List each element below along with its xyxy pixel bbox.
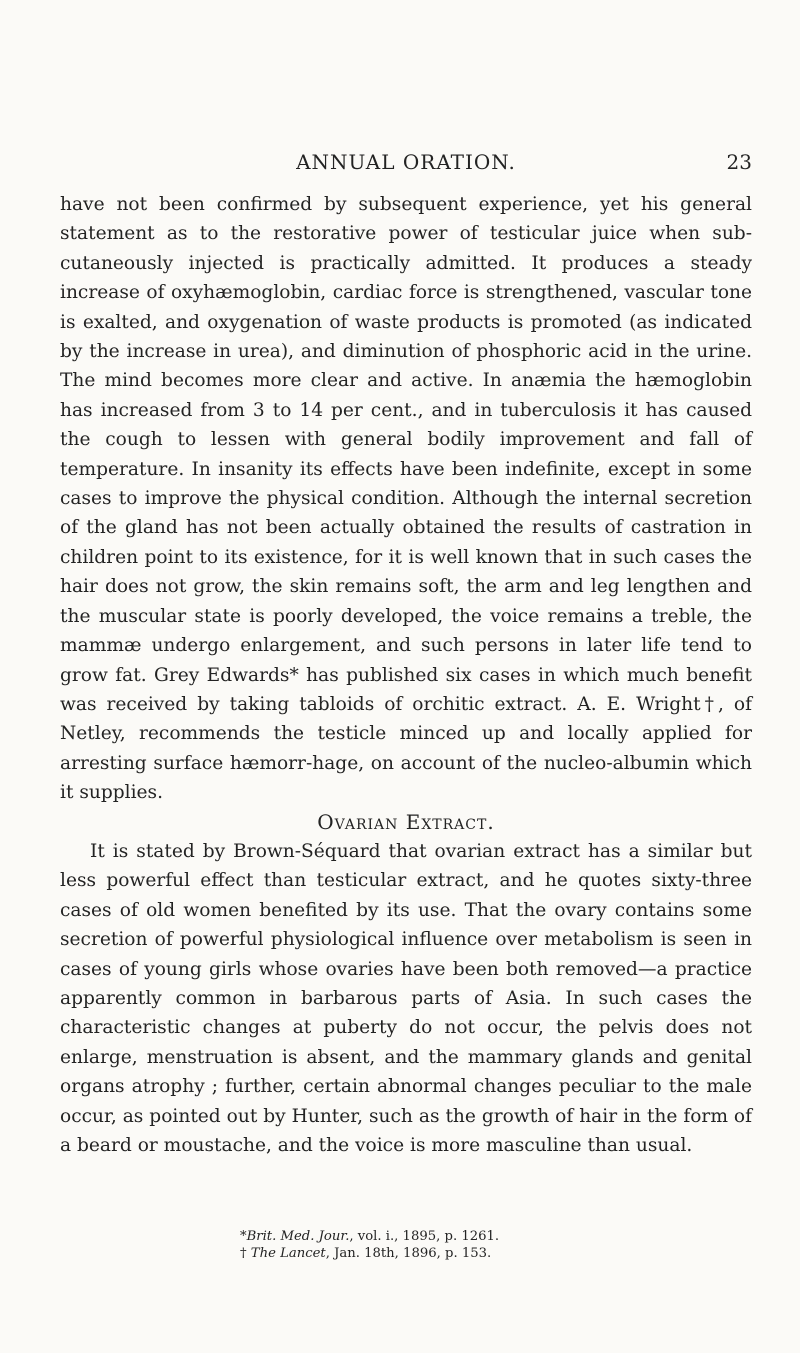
paragraph — [60, 190, 752, 808]
section-heading: Ovarian Extract. — [317, 809, 495, 834]
paragraph: It is stated by Brown-Séquard that ovarian extract has a similar but less powerful effect than testicular extract, and he quotes sixty-three cases of old women benefited by its use. That the ovary contains some secretion of powerful physiological influence over metabolism is seen in cases of young girls whose ovaries have been both removed—a practice apparently common in barbarous parts of Asia. In such cases the characteristic changes at puberty do not occur, the pelvis does not enlarge, menstruation is absent, and the mammary glands and genital organs atrophy ; further, certain abnormal changes peculiar to the male occur, as pointed out by Hunter, such as the growth of hair in the form of a beard or moustache, and the voice is more masculine than usual. — [60, 840, 752, 1156]
footnotes — [240, 1228, 760, 1262]
paragraph-text: have not been confirmed by subsequent experience, yet his general statement as to the restorative power of testicular juice when sub-cutaneously injected is practically admitted. It produces a steady increase of oxyhæmoglobin, cardiac force is strengthened, vascular tone is exalted, and oxygenation of waste products is promoted (as indicated by the increase in urea), and diminution of phosphoric acid in the urine. The mind becomes more clear and active. In anæmia the hæmoglobin has increased from 3 to 14 per cent., and in tuberculosis it has caused the cough to lessen with general bodily improvement and fall of temperature. In insanity its effects have been indefinite, except in some cases to improve the physical condition. Although the internal secretion of the gland has not been actually obtained the results of castration in children point to its existence, for it is well known that in such cases the hair does not grow, the skin remains soft, the arm and leg lengthen and the muscular state is poorly developed, the voice remains a treble, the mammæ undergo enlargement, and such persons in later life tend to grow fat. Grey Edwards — [60, 194, 752, 686]
footnote — [240, 1245, 760, 1262]
footnote — [240, 1228, 760, 1245]
footnote-mark: † — [240, 1246, 251, 1261]
body-text — [60, 190, 752, 1160]
paragraph-text: has published six cases in which much benefit was received by taking tabloids of orchitic extract. A. E. Wright — [60, 664, 752, 715]
page-number: 23 — [726, 150, 752, 174]
footnote-detail: , Jan. 18th, 1896, p. 153. — [325, 1246, 492, 1261]
running-header — [60, 150, 752, 180]
footnote-source: Brit. Med. Jour. — [246, 1229, 350, 1244]
footnote-reference: † — [700, 693, 719, 715]
footnote-source: The Lancet — [250, 1246, 326, 1261]
running-title: ANNUAL ORATION. — [296, 150, 516, 174]
footnote-detail: , vol. i., 1895, p. 1261. — [349, 1229, 500, 1244]
footnote-reference: * — [289, 664, 299, 686]
paragraph-text: , of Netley, recommends the testicle minced up and locally applied for arresting surface hæmorr-hage, on account of the nucleo-albumin which it supplies. — [60, 693, 752, 804]
footnote-mark: * — [240, 1229, 247, 1244]
